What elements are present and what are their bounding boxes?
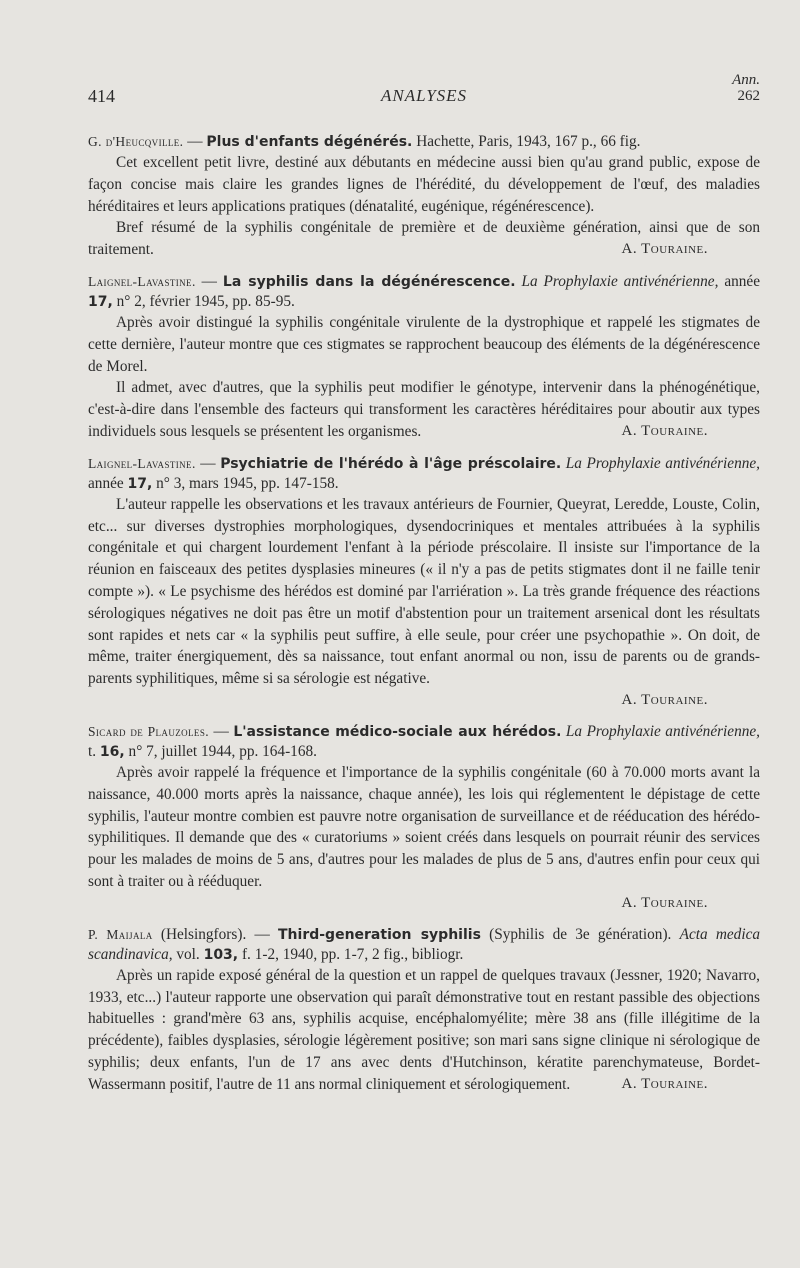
review-paragraph: Après avoir rappelé la fréquence et l'importance de la syphilis congénitale (60 à 70.000 morts avant la naissance, 40.000 morts après la naissance, chaque année), les lois qui réglementent le dépistage de cette syphilis, l'auteur montre combien est pauvre notre organisation de surveillance et de rééducation des hérédo-syphilitiques. Il demande que des « curatoriums » soient créés dans lesquels on pourrait réunir des services pour les malades de moins de 5 ans, d'autres pour les malades de plus de 5 ans, d'autres enfin pour ceux qui sont à traiter ou à rééduquer. <box>88 763 760 890</box>
journal-name: La Prophylaxie antivénérienne, <box>521 272 719 290</box>
reviewer-signature: A. Touraine. <box>621 1075 708 1092</box>
citation-year-prefix: vol. <box>176 945 200 963</box>
review-title: Plus d'enfants dégénérés. <box>206 134 413 150</box>
author-affiliation: (Helsingfors). <box>160 925 247 943</box>
running-title: ANALYSES <box>380 86 468 105</box>
citation: P. Maijala (Helsingfors). — Third-generation syphilis (Syphilis de 3e génération). Acta medica scandinavica, vol. 103, f. 1-2, 1940, pp. 1-7, 2 fig., bibliogr. <box>88 925 761 963</box>
reviewer-signature: A. Touraine. <box>621 691 708 708</box>
review-title: La syphilis dans la dégénérescence. <box>222 273 516 290</box>
citation-details: Hachette, Paris, 1943, 167 p., 66 fig. <box>416 133 641 150</box>
review-paragraph: Après un rapide exposé général de la question et un rappel de quelques travaux (Jessner, 1920; Navarro, 1933, etc...) l'auteur rapporte une observation qui paraît démonstrative tout en restant passible des objections habituelles : grand'mère 63 ans, syphilis acquise, encéphalomyélite; mère 38 ans (fille illégitime de la précédente), faibles dysplasies, sérologie légèrement positive; son mari sans signe clinique ni sérologique de syphilis; deux enfants, l'un de 17 ans avec dents d'Hutchinson, kératite parenchymateuse, Bordet-Wassermann positif, l'autre de 11 ans normal cliniquement et sérologiquement. A. Touraine. <box>88 966 760 1093</box>
review-paragraph: Il admet, avec d'autres, que la syphilis peut modifier le génotype, intervenir dans la phénogénétique, c'est-à-dire dans l'ensemble des facteurs qui transforment les caractères héréditaires pour aboutir aux types individuels sous lesquels se présentent les organismes. A. Touraine. <box>88 379 760 440</box>
review-title: Third-generation syphilis <box>278 926 481 943</box>
annals-number: 262 <box>737 88 760 104</box>
citation-details: n° 7, juillet 1944, pp. 164-168. <box>128 742 317 760</box>
journal-name: Acta medica scandinavica, <box>88 925 761 963</box>
review-entry <box>88 925 760 1096</box>
review-author: P. Maijala <box>88 926 153 942</box>
review-entry <box>88 272 760 443</box>
review-author: Laignel-Lavastine. <box>88 455 196 471</box>
citation-details: n° 3, mars 1945, pp. 147-158. <box>156 474 339 492</box>
title-translation: (Syphilis de 3e génération). <box>489 925 672 943</box>
review-title: L'assistance médico-sociale aux hérédos. <box>233 723 562 740</box>
review-author: Sicard de Plauzoles. <box>88 723 210 739</box>
review-paragraph: Après avoir distingué la syphilis congénitale virulente de la dystrophique et rappelé les stigmates de cette dernière, l'auteur montre que ces stigmates se rapprochent beaucoup des éléments de la dégénérescence de Morel. <box>88 313 760 375</box>
citation-year-prefix: t. <box>88 742 97 760</box>
volume-number: 16, <box>99 743 125 760</box>
annals-reference <box>732 72 760 104</box>
citation-details: n° 2, février 1945, pp. 85-95. <box>116 292 295 310</box>
volume-number: 17, <box>127 475 153 492</box>
journal-name: La Prophylaxie antivénérienne, <box>565 722 761 740</box>
review-entry <box>88 132 760 261</box>
citation: Laignel-Lavastine. — Psychiatrie de l'hérédo à l'âge préscolaire. La Prophylaxie antivénérienne, année 17, n° 3, mars 1945, pp. 147-158. <box>88 454 761 492</box>
review-author: G. d'Heucqville. <box>88 134 184 149</box>
page-number: 414 <box>88 86 115 106</box>
review-paragraph: Bref résumé de la syphilis congénitale de première et de deuxième génération, ainsi que de son traitement. A. Touraine. <box>88 219 760 259</box>
citation-details: f. 1-2, 1940, pp. 1-7, 2 fig., bibliogr. <box>241 945 464 963</box>
page-header <box>88 72 760 112</box>
review-paragraph: Cet excellent petit livre, destiné aux débutants en médecine aussi bien qu'au grand public, expose de façon concise mais claire les grandes lignes de l'hérédité, du développement de l'œuf, des maladies héréditaires et leurs applications pratiques (dénatalité, eugénique, régénérescence). <box>88 154 760 215</box>
annals-label: Ann. <box>732 72 760 88</box>
reviewer-signature: A. Touraine. <box>621 894 708 911</box>
citation-year-prefix: année <box>88 474 124 492</box>
review-entry <box>88 722 760 914</box>
citation-year-prefix: année <box>724 272 760 290</box>
citation: Laignel-Lavastine. — La syphilis dans la dégénérescence. La Prophylaxie antivénérienne, année 17, n° 2, février 1945, pp. 85-95. <box>88 272 760 310</box>
reviewer-signature: A. Touraine. <box>621 241 708 258</box>
review-entry <box>88 454 760 711</box>
reviewer-signature: A. Touraine. <box>621 422 708 439</box>
review-title: Psychiatrie de l'hérédo à l'âge préscolaire. <box>220 455 562 472</box>
citation: G. d'Heucqville. — Plus d'enfants dégénérés. Hachette, Paris, 1943, 167 p., 66 fig. <box>88 133 641 150</box>
review-author: Laignel-Lavastine. <box>88 273 196 289</box>
reviews-content <box>88 132 760 1107</box>
citation: Sicard de Plauzoles. — L'assistance médico-sociale aux hérédos. La Prophylaxie antivénérienne, t. 16, n° 7, juillet 1944, pp. 164-168. <box>88 722 761 760</box>
volume-number: 103, <box>203 946 239 963</box>
journal-name: La Prophylaxie antivénérienne, <box>565 454 761 472</box>
review-paragraph: L'auteur rappelle les observations et les travaux antérieurs de Fournier, Queyrat, Leredde, Louste, Colin, etc... sur diverses dystrophies morphologiques, dysendocriniques et mentales attribuées à la syphilis congénitale et qui chargent lourdement l'enfant à la période préscolaire. Il insiste sur l'importance de la réunion en faisceaux des petites dysplasies mineures (« il n'y a pas de petits stigmates dont il ne faille tenir compte »). « Le psychisme des hérédos est dominé par l'arriération ». La très grande fréquence des réactions sérologiques négatives ne doit pas être un motif d'abstention pour un traitement arsenical dont les résultats sont rapides et nets car « la syphilis peut suffire, à elle seule, pour créer une psychopathie ». On doit, de même, traiter énergiquement, dès sa naissance, tout enfant anormal ou non, issu de parents ou de grands-parents syphilitiques, même si sa sérologie est négative. <box>88 495 760 688</box>
volume-number: 17, <box>88 293 113 310</box>
